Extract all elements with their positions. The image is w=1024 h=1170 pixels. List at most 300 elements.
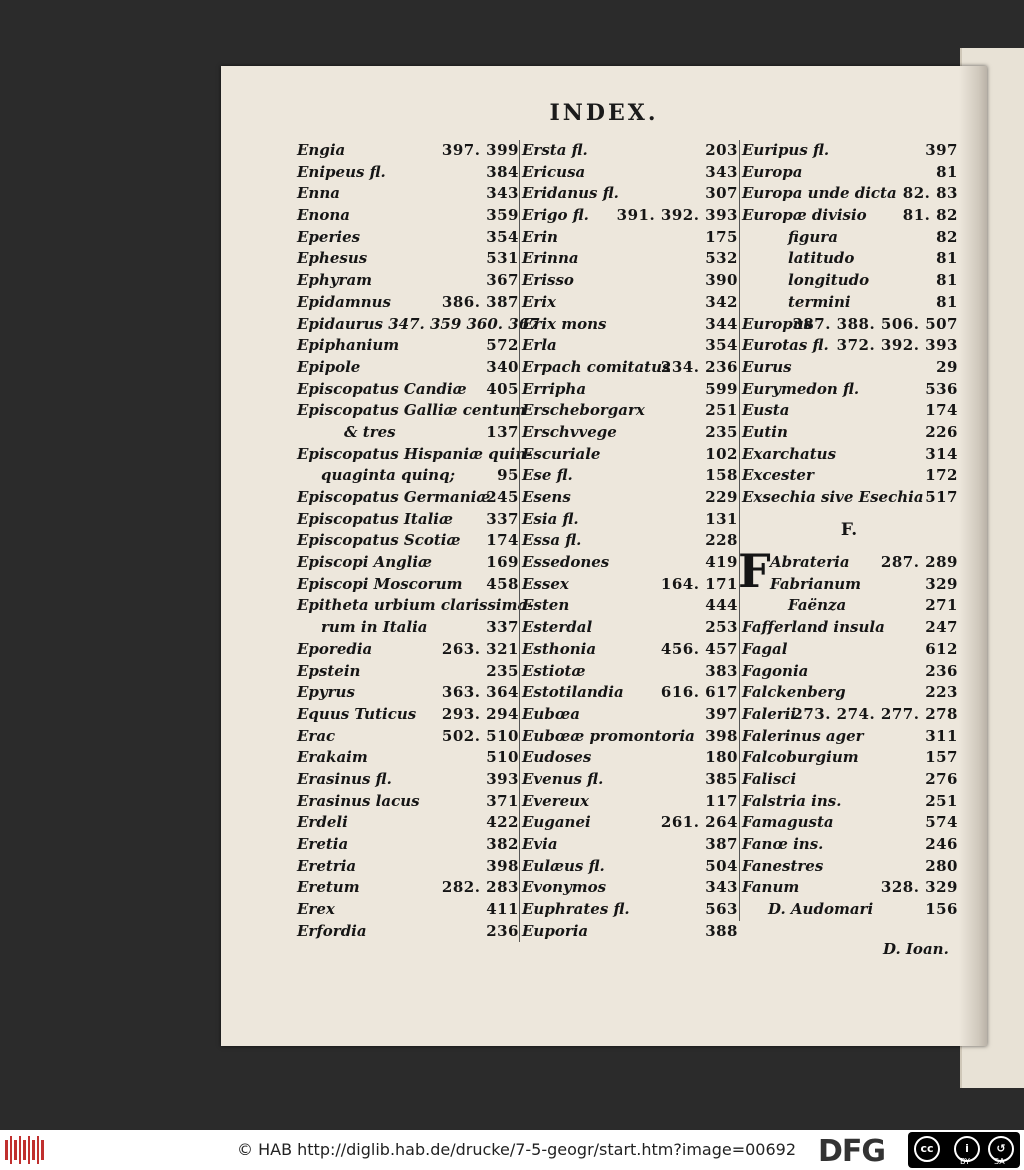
index-entry (740, 595, 958, 617)
index-entry (297, 162, 519, 184)
index-term: Equus Tuticus (297, 704, 417, 723)
index-entry (740, 726, 958, 748)
index-entry (740, 856, 958, 878)
index-term: Evenus fl. (522, 769, 604, 788)
sa-icon: ↺ (988, 1136, 1014, 1162)
page-reference: 246 (925, 835, 958, 854)
index-entry (740, 183, 958, 205)
index-entry (297, 314, 540, 336)
page-reference: 226 (925, 422, 958, 441)
index-entry (520, 357, 738, 379)
library-logo-icon (5, 1136, 47, 1164)
index-term: Erisso (522, 271, 574, 290)
page-reference: 458 (486, 574, 519, 593)
index-entry (297, 574, 519, 596)
page-reference: 81 (936, 162, 958, 181)
index-term: Europæ divisio (742, 206, 867, 225)
index-entry (297, 661, 519, 683)
page-reference: 385 (705, 769, 738, 788)
page-reference: 82. 83 (902, 184, 958, 203)
page-reference: 371 (486, 791, 519, 810)
page-reference: 354 (486, 227, 519, 246)
index-entry (297, 747, 519, 769)
index-term: Essex (522, 574, 569, 593)
index-term: Eretria (297, 856, 357, 875)
index-term: Eurotas fl. (742, 336, 829, 355)
page-reference: 95 (497, 466, 519, 485)
page-reference: 337 (486, 618, 519, 637)
index-entry (520, 379, 738, 401)
index-entry (520, 617, 738, 639)
catchword: D. Ioan. (883, 940, 949, 958)
page-reference: 203 (705, 141, 738, 159)
index-entry (740, 877, 958, 899)
index-term: Escuriale (522, 444, 601, 463)
index-entry (740, 379, 958, 401)
page-reference: 398 (705, 726, 738, 745)
index-term: Ericusa (522, 162, 586, 181)
index-entry (297, 812, 519, 834)
index-entry (520, 747, 738, 769)
index-term: Erasinus fl. (297, 769, 392, 788)
index-entry (297, 552, 519, 574)
index-term: quaginta quinq; (321, 466, 456, 485)
page-reference: 29 (936, 357, 958, 376)
page-reference: 393 (486, 769, 519, 788)
index-term: Europa (742, 162, 803, 181)
index-entry (297, 422, 519, 444)
page-reference: 397 (925, 141, 958, 159)
page-reference: 235 (705, 422, 738, 441)
index-entry (297, 682, 519, 704)
copyright-link[interactable]: © HAB http://diglib.hab.de/drucke/7-5-geogr/start.htm?image=00692 (237, 1140, 797, 1159)
page-reference: 180 (705, 748, 738, 767)
page-reference: 391. 392. 393 (616, 206, 738, 225)
index-term: Ephyram (297, 271, 373, 290)
page-reference: 251 (925, 791, 958, 810)
index-term: Ese fl. (522, 466, 573, 485)
index-entry (740, 444, 958, 466)
index-term: Erix (522, 292, 556, 311)
page-reference: 229 (705, 488, 738, 506)
index-term: figura (788, 227, 838, 246)
index-term: Esthonia (522, 639, 597, 658)
page-reference: 342 (705, 292, 738, 311)
index-term: Eretum (297, 878, 360, 897)
index-term: Episcopatus Candiæ (297, 379, 467, 398)
index-term: Erac (297, 726, 336, 745)
index-entry (740, 205, 958, 227)
page-reference: 504 (705, 856, 738, 875)
index-term: D. Audomari (768, 900, 874, 919)
page-reference: 343 (486, 184, 519, 203)
index-term: Esterdal (522, 618, 593, 637)
index-term: Estiotæ (522, 661, 586, 680)
index-term: Episcopi Angliæ (297, 553, 433, 572)
index-term: Epipole (297, 357, 361, 376)
index-entry (740, 335, 958, 357)
page-reference: 102 (705, 444, 738, 463)
index-term: Episcopatus Germaniæ (297, 488, 491, 506)
index-term: Esia fl. (522, 509, 579, 528)
index-entry (740, 704, 958, 726)
index-entry (520, 183, 738, 205)
index-entry (740, 465, 958, 487)
index-term: Fagal (742, 639, 788, 658)
index-entry (297, 530, 519, 552)
index-entry (297, 183, 519, 205)
index-entry (297, 140, 519, 162)
index-term: Erla (522, 336, 557, 355)
page-reference: 343 (705, 878, 738, 897)
index-term: Episcopatus Hispaniæ quin- (297, 444, 533, 463)
index-term: Engia (297, 141, 346, 159)
index-term: rum in Italia (321, 618, 428, 637)
page-reference: 169 (486, 553, 519, 572)
index-term: & tres (344, 422, 396, 441)
index-term: Eubœa (522, 704, 580, 723)
index-term: Erigo fl. (522, 206, 589, 225)
index-term: Fanestres (742, 856, 824, 875)
index-term: Erripha (522, 379, 587, 398)
index-term: Famagusta (742, 813, 834, 832)
page-reference: 340 (486, 357, 519, 376)
page-reference: 174 (486, 531, 519, 550)
index-term: Episcopatus Galliæ centum (297, 401, 527, 420)
page-reference: 293. 294 (441, 704, 519, 723)
page-reference: 276 (925, 769, 958, 788)
index-entry (297, 292, 519, 314)
index-term: Europus (742, 314, 813, 333)
index-term: Euphrates fl. (522, 900, 630, 919)
index-entry (297, 595, 534, 617)
index-term: Erin (522, 227, 558, 246)
index-entry (740, 791, 958, 813)
index-term: Epyrus (297, 683, 355, 702)
index-term: Eperies (297, 227, 361, 246)
page-reference: 329 (925, 574, 958, 593)
index-term: Eudoses (522, 748, 592, 767)
page-header: INDEX. (549, 100, 659, 126)
page-reference: 354 (705, 336, 738, 355)
index-entry (520, 292, 738, 314)
index-entry (740, 639, 958, 661)
index-term: Erpach comitatus (522, 357, 671, 376)
page-reference: 314 (925, 444, 958, 463)
index-entry (297, 465, 519, 487)
index-entry (297, 400, 527, 422)
index-entry (297, 357, 519, 379)
index-entry (740, 834, 958, 856)
index-term: Evonymos (522, 878, 607, 897)
index-term: Faënza (788, 596, 847, 615)
index-term: Eurymedon fl. (742, 379, 860, 398)
page-reference: 307 (705, 184, 738, 203)
index-entry (520, 812, 738, 834)
index-entry (520, 877, 738, 899)
index-term: Ersta fl. (522, 141, 588, 159)
page-reference: 531 (486, 249, 519, 268)
index-entry (297, 726, 519, 748)
index-entry (520, 574, 738, 596)
index-entry (520, 422, 738, 444)
index-entry (520, 552, 738, 574)
index-term: Fagonia (742, 661, 809, 680)
index-entry (740, 248, 958, 270)
page-reference: 337 (486, 509, 519, 528)
page-gutter-shadow (959, 66, 987, 1046)
index-term: Erasinus lacus (297, 791, 420, 810)
dfg-logo[interactable]: DFG (818, 1134, 886, 1169)
index-column-3 (739, 140, 958, 921)
page-reference: 383 (705, 661, 738, 680)
page-reference: 359 (486, 206, 519, 225)
index-entry (520, 704, 738, 726)
by-icon: i (954, 1136, 980, 1162)
page-reference: 387. 388. 506. 507 (792, 314, 958, 333)
index-entry (297, 704, 519, 726)
index-term: Erfordia (297, 921, 367, 940)
page-reference: 344 (705, 314, 738, 333)
index-term: Euporia (522, 921, 589, 940)
page-reference: 387 (705, 835, 738, 853)
page-reference: 612 (925, 639, 958, 658)
page-reference: 117 (705, 791, 738, 810)
index-entry (740, 357, 958, 379)
index-entry (297, 769, 519, 791)
index-term: Excester (742, 466, 814, 485)
index-term: Esten (522, 596, 570, 615)
index-term: longitudo (788, 271, 870, 290)
index-term: Eurus (742, 357, 792, 376)
page-reference: 280 (925, 856, 958, 875)
page-reference: 81 (936, 249, 958, 268)
index-term: Eutin (742, 422, 788, 441)
page-reference: 236 (925, 661, 958, 680)
index-term: Episcopatus Italiæ (297, 509, 453, 528)
page-reference: 563 (705, 900, 738, 919)
page-reference: 382 (486, 835, 519, 853)
page-reference: 82 (936, 227, 958, 246)
index-entry (520, 400, 738, 422)
index-term: Erschvvege (522, 422, 617, 441)
index-term: termini (788, 292, 851, 311)
index-term: Enipeus fl. (297, 162, 386, 181)
index-term: Estotilandia (522, 683, 624, 702)
index-entry (297, 639, 519, 661)
index-term: Euganei (522, 813, 591, 832)
index-term: Fanœ ins. (742, 835, 824, 854)
page-reference: 261. 264 (660, 813, 738, 832)
index-entry (297, 379, 519, 401)
index-term: Essedones (522, 553, 610, 572)
index-entry (520, 248, 738, 270)
page-reference: 253 (705, 618, 738, 637)
page-reference: 398 (486, 856, 519, 875)
page-reference: 574 (925, 813, 958, 832)
index-entry (520, 682, 738, 704)
page-reference: 263. 321 (441, 639, 519, 658)
page-reference: 388 (705, 921, 738, 940)
index-entry (520, 487, 738, 509)
index-term: Enona (297, 206, 350, 225)
index-term: Evereux (522, 791, 589, 810)
index-entry (520, 530, 738, 552)
page-reference: 502. 510 (441, 726, 519, 745)
page-reference: 456. 457 (660, 639, 738, 658)
index-entry (740, 227, 958, 249)
index-term: Exsechia sive Esechia (742, 488, 924, 506)
index-entry (297, 227, 519, 249)
index-entry (740, 769, 958, 791)
index-term: Abrateria (770, 553, 850, 572)
index-term: Fafferland insula (742, 618, 885, 637)
index-entry (520, 140, 738, 162)
section-heading: F. (840, 519, 858, 540)
index-term: Falstria ins. (742, 791, 842, 810)
index-entry (740, 812, 958, 834)
index-entry (297, 921, 519, 943)
index-entry (740, 899, 958, 921)
page-reference: 616. 617 (660, 683, 738, 702)
page-reference: 156 (925, 900, 958, 919)
index-entry (297, 335, 519, 357)
index-term: Eretia (297, 835, 349, 853)
index-entry (740, 140, 958, 162)
page-reference: 419 (705, 553, 738, 572)
page-reference: 536 (925, 379, 958, 398)
index-entry (520, 595, 738, 617)
index-entry (740, 574, 958, 596)
page-reference: 287. 289 (880, 553, 958, 572)
index-entry (297, 248, 519, 270)
page-reference: 510 (486, 748, 519, 767)
page-reference: 131 (705, 509, 738, 528)
index-term: Enna (297, 184, 340, 203)
index-term: Fabrianum (770, 574, 862, 593)
page-reference: 228 (705, 531, 738, 550)
index-term: Erdeli (297, 813, 348, 832)
index-term: Exarchatus (742, 444, 837, 463)
index-entry (520, 726, 738, 748)
page-reference: 328. 329 (880, 878, 958, 897)
index-entry (520, 205, 738, 227)
index-entry (297, 509, 519, 531)
index-entry (297, 877, 519, 899)
page-reference: 444 (705, 596, 738, 615)
page-reference: 245 (486, 488, 519, 506)
index-term: Epstein (297, 661, 361, 680)
index-term: Epidamnus (297, 292, 391, 311)
index-term: Epiphanium (297, 336, 400, 355)
index-entry (520, 856, 738, 878)
index-term: Evia (522, 835, 558, 853)
page-reference: 172 (925, 466, 958, 485)
index-term: Eusta (742, 401, 790, 420)
index-entry (740, 617, 958, 639)
index-entry (520, 509, 738, 531)
index-term: Erinna (522, 249, 579, 268)
index-term: Esens (522, 488, 571, 506)
index-entry (297, 617, 519, 639)
page-reference: 343 (705, 162, 738, 181)
by-label: BY (960, 1157, 970, 1166)
page-reference: 311 (925, 726, 958, 745)
index-term: Epidaurus 347. 359 360. 367 (297, 314, 540, 333)
page-reference: 517 (925, 488, 958, 506)
sa-label: SA (994, 1157, 1005, 1166)
index-entry (297, 899, 519, 921)
page-reference: 372. 392. 393 (836, 336, 958, 355)
index-entry (520, 791, 738, 813)
index-term: Eporedia (297, 639, 373, 658)
page-reference: 236 (486, 921, 519, 940)
page-reference: 384 (486, 162, 519, 181)
index-term: Eridanus fl. (522, 184, 619, 203)
index-entry (740, 422, 958, 444)
page-reference: 405 (486, 379, 519, 398)
page-reference: 247 (925, 618, 958, 637)
index-term: Ephesus (297, 249, 368, 268)
index-term: Episcopi Moscorum (297, 574, 463, 593)
index-term: latitudo (788, 249, 855, 268)
index-term: Epitheta urbium clarissima- (297, 596, 534, 615)
page-reference: 235 (486, 661, 519, 680)
index-entry (297, 444, 533, 466)
index-entry (297, 487, 519, 509)
page-reference: 422 (486, 813, 519, 832)
index-entry (740, 661, 958, 683)
index-entry (740, 400, 958, 422)
index-term: Euripus fl. (742, 141, 830, 159)
index-term: Fanum (742, 878, 800, 897)
index-entry (297, 205, 519, 227)
page-reference: 397 (705, 704, 738, 723)
index-term: Europa unde dicta (742, 184, 897, 203)
page-reference: 164. 171 (660, 574, 738, 593)
index-entry (740, 747, 958, 769)
index-term: Erex (297, 900, 335, 919)
drop-cap: F (738, 544, 771, 599)
index-entry (520, 769, 738, 791)
index-term: Erscheborgarx (522, 401, 645, 420)
page-reference: 386. 387 (441, 292, 519, 311)
page-reference: 599 (705, 379, 738, 398)
page-reference: 175 (705, 227, 738, 246)
index-term: Falerii (742, 704, 797, 723)
index-term: Falisci (742, 769, 797, 788)
index-entry (520, 921, 738, 943)
index-entry (520, 834, 738, 856)
index-term: Falcoburgium (742, 748, 859, 767)
page-reference: 273. 274. 277. 278 (792, 704, 958, 723)
page-reference: 223 (925, 683, 958, 702)
index-entry (740, 314, 958, 336)
index-term: Erix mons (522, 314, 607, 333)
index-entry (520, 444, 738, 466)
page-reference: 158 (705, 466, 738, 485)
page-reference: 363. 364 (441, 683, 519, 702)
page-reference: 157 (925, 748, 958, 767)
index-entry (297, 834, 519, 856)
page-reference: 81. 82 (902, 206, 958, 225)
license-badge[interactable] (908, 1132, 1020, 1168)
book-page (221, 66, 987, 1046)
page-reference: 367 (486, 271, 519, 290)
index-entry (520, 661, 738, 683)
page-reference: 532 (705, 249, 738, 268)
page-reference: 137 (486, 422, 519, 441)
